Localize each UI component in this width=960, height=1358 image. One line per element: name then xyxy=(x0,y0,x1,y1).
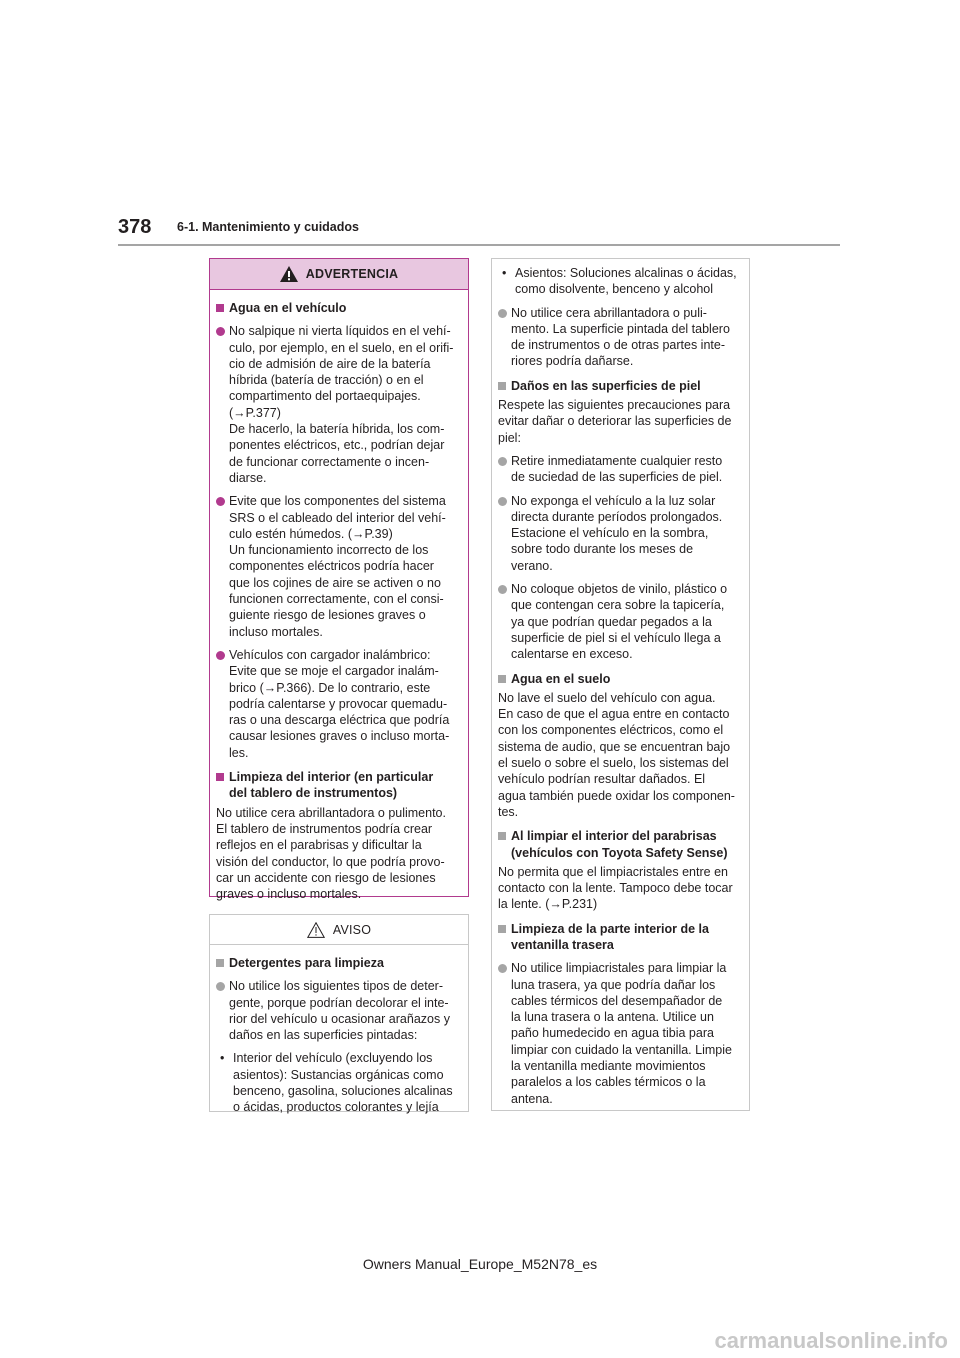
paragraph-floor: No lave el suelo del vehículo con agua. En caso de que el agua entre en contacto con los componentes eléctricos, como el sistema de audio, que se encuentran bajo el suelo o sobre el suelo, los sistemas del vehículo podrían resultar dañados. El agua también puede oxidar los componen- tes. xyxy=(498,690,735,819)
bullet-sunlight: No exponga el vehículo a la luz solar directa durante períodos prolongados. Estacione el vehículo en la sombra, sobre todo durante los meses de verano. xyxy=(498,493,743,574)
notice-box xyxy=(209,914,469,1115)
page-number: 378 xyxy=(118,216,152,238)
warning-header xyxy=(210,259,468,290)
paragraph-leather: Respete las siguientes precauciones para evitar dañar o deteriorar las superficies de piel: xyxy=(498,398,732,445)
dot-interior-substances: • Interior del vehículo (excluyendo los asientos): Sustancias orgánicas como benceno, gasolina, soluciones alcalinas o ácidas, productos colorantes y lejía xyxy=(216,1050,462,1115)
bullet-no-liquids: No salpique ni vierta líquidos en el vehí- culo, por ejemplo, en el suelo, en el orifi- cio de admisión de aire de la batería híbrida (batería de tracción) o en el compartimento del portaequipajes. (→P.377) De hacerlo, la batería híbrida, los com- ponentes eléctricos, etc., podrían dejar de funcionar correctamente o incen- diarse. xyxy=(216,323,462,486)
bullet-detergent-types: No utilice los siguientes tipos de deter- gente, porque podrían decolorar el inte- rior del vehículo u ocasionar arañazos y daños en las superficies pintadas: xyxy=(216,978,462,1043)
warning-title: ADVERTENCIA xyxy=(305,267,399,281)
bullet-remove-dirt: Retire inmediatamente cualquier resto de suciedad de las superficies de piel. xyxy=(498,453,743,486)
notice-box-continued xyxy=(491,258,750,1111)
heading-windshield: Al limpiar el interior del parabrisas (vehículos con Toyota Safety Sense) xyxy=(498,828,743,861)
notice-title: AVISO xyxy=(332,922,372,937)
bullet-no-wax: No utilice cera abrillantadora o puli- mento. La superficie pintada del tablero de instrumentos o de otras partes inte- riores podría dañarse. xyxy=(498,305,743,370)
header-rule xyxy=(118,244,840,246)
heading-detergents: Detergentes para limpieza xyxy=(216,955,462,971)
heading-interior-cleaning: Limpieza del interior (en particular del tablero de instrumentos) xyxy=(216,769,462,802)
footer-text: Owners Manual_Europe_M52N78_es xyxy=(362,1256,598,1272)
heading-rear-window: Limpieza de la parte interior de la ventanilla trasera xyxy=(498,921,743,954)
section-title: 6-1. Mantenimiento y cuidados xyxy=(177,220,359,234)
bullet-srs-wiring: Evite que los componentes del sistema SRS o el cableado del interior del vehí- culo estén húmedos. (→P.39) Un funcionamiento incorrecto de los componentes eléctricos podría hacer que los cojines de aire se activen o no funcionen correctamente, con el consi- guiente riesgo de lesiones graves o incluso mortales. xyxy=(216,493,462,640)
notice-header xyxy=(210,915,468,945)
heading-water-vehicle: Agua en el vehículo xyxy=(216,300,462,316)
paragraph-dashboard: No utilice cera abrillantadora o pulimento. El tablero de instrumentos podría crear reflejos en el parabrisas y dificultar la visión del conductor, lo que podría provo- car un accidente con riesgo de lesiones graves o incluso mortales. xyxy=(216,805,446,902)
bullet-rear-window: No utilice limpiacristales para limpiar la luna trasera, ya que podría dañar los cables térmicos del desempañador de la luna trasera o la antena. Utilice un paño humedecido en agua tibia para limpiar con cuidado la ventanilla. Limpie la ventanilla mediante movimientos paralelos a los cables térmicos o la antena. xyxy=(498,960,743,1107)
warning-triangle-icon xyxy=(280,266,298,282)
dot-seats: • Asientos: Soluciones alcalinas o ácidas, como disolvente, benceno y alcohol xyxy=(498,265,743,298)
bullet-vinyl-objects: No coloque objetos de vinilo, plástico o que contengan cera sobre la tapicería, ya que podrían quedar pegados a la superficie de piel si el vehículo llega a calentarse en exceso. xyxy=(498,581,743,662)
watermark: carmanualsonline.info xyxy=(714,1328,948,1353)
warning-box xyxy=(209,258,469,902)
heading-leather-damage: Daños en las superficies de piel xyxy=(498,378,743,394)
paragraph-lens: No permita que el limpiacristales entre en contacto con la lente. Tampoco debe tocar la lente. (→P.231) xyxy=(498,864,733,912)
caution-triangle-icon xyxy=(307,922,325,938)
bullet-wireless-charger: Vehículos con cargador inalámbrico: Evite que se moje el cargador inalám- brico (→P.366). De lo contrario, este podría calentarse y provocar quemadu- ras o una descarga eléctrica que podría causar lesiones graves o incluso morta- les. xyxy=(216,647,462,761)
heading-floor-water: Agua en el suelo xyxy=(498,671,743,687)
